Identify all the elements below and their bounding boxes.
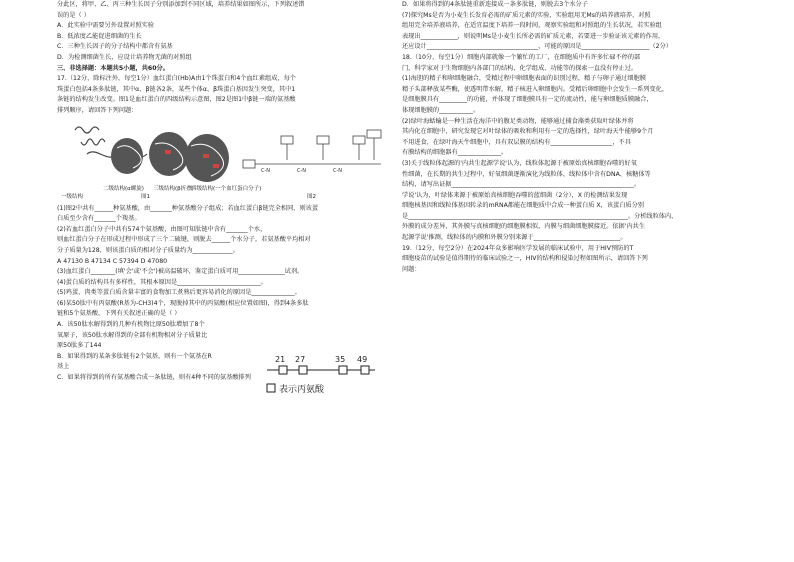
- text-line: 外膜的成分差异，其外膜与真核细胞的细胞膜相似，内膜与细菌细胞膜接近。依据'内共生: [402, 223, 646, 231]
- text-line: 还应设计____________________________________，可能的原因是______________________（2分）: [402, 43, 672, 51]
- text-line: B．低浓度乙能促进细菌的生长: [57, 32, 142, 40]
- peptide-diagram: [263, 352, 393, 402]
- text-line: 问题：: [402, 265, 421, 273]
- peptide-chain-figure: [241, 128, 389, 186]
- text-line: 是_______________________________________________________________________。分析线粒体内、: [402, 212, 678, 220]
- text-line: 其内化在细胞中，研究发现它对叶绿体的吸收和利用有一定的选择性，绿叶海天牛能够9个月: [402, 128, 654, 136]
- text-line: D．为检测细菌生长，应设计培养物无菌的对照组: [57, 53, 192, 61]
- svg-text:C-N: C-N: [297, 167, 307, 174]
- peptide-pos-35: 35: [335, 354, 346, 364]
- text-line: 表现出____________，则说明Ms是小麦生长所必需的矿质元素，若要进一步验证该元素的作用，: [402, 32, 665, 40]
- text-line: C．三种生长因子的分子结构中都含有氨基: [57, 43, 173, 51]
- peptide-pos-49: 49: [357, 354, 368, 364]
- text-line: 不用进食，在绿叶海天牛细胞中，具有双层膜的结构有____________________，不具: [402, 138, 631, 146]
- text-line: 分子质量为128，则该蛋白质的相对分子质量约为_____________。: [57, 246, 239, 254]
- hemoglobin-structure-figure: [57, 120, 235, 192]
- text-line: 是细胞膜具有_________的功能，并体现了细胞膜具有一定的流动性，能与卵细胞质膜融合，: [402, 96, 653, 104]
- hemoglobin-figures: [57, 120, 397, 202]
- text-line: 链和5个氨基酸，下列有关叙述正确的是（ ）: [57, 310, 181, 318]
- question-16-text: [57, 0, 397, 64]
- right-column: [402, 0, 740, 275]
- text-line: (3)血红蛋白________(填'会'或'不会')被高温破坏，鉴定蛋白质可用_______________试剂。: [57, 268, 304, 276]
- peptide-line-icon: [263, 352, 393, 402]
- text-line: 起源学说'推测，线粒体的内膜和外膜分别来源于____________________________。: [402, 234, 627, 242]
- text-line: 细胞核基因和线粒体基因转录的mRNA都能在细胞质中合成一种蛋白质 X，该蛋白质分别: [402, 202, 644, 210]
- text-line: 17.（12分，除标注外，每空1分）血红蛋白(Hb)A由1个珠蛋白和4个血红素组成，每个: [57, 75, 296, 83]
- svg-text:C-N: C-N: [333, 167, 343, 174]
- text-line: (1)图2中共有______种氨基酸，由_______种氨基酸分子组成；若血红蛋白β链完全相同，则该蛋: [57, 204, 319, 212]
- text-line: 分此区，将甲、乙、丙三种生长因子分别添加到不同区域，培养结果如图所示，下列叙述错: [57, 1, 305, 8]
- text-line: (1)海胆的精子和卵细胞融合，受精过程中卵细胞表面的识别过程，精子与卵子通过细胞膜: [402, 75, 646, 83]
- fig1-caption: 图1: [141, 193, 150, 200]
- text-line: 19.（12分，每空2分）在2024年众多影响医学发展的临床试验中，用于HIV预防的T: [402, 244, 634, 252]
- text-line: (5)鸡蛋、肉类等蛋白质含量丰富的食物加工煮熟后更容易消化的原因是______________。: [57, 289, 301, 297]
- text-line: 体现细胞膜的___________。: [402, 106, 480, 114]
- text-line: 结构，请写出证据___________________________________________________________。: [402, 181, 641, 189]
- text-line: 原50肽多了144: [57, 342, 102, 350]
- fig1-label-primary: 一级结构: [61, 193, 84, 200]
- fig2-caption: 图2: [307, 193, 316, 200]
- left-column: [57, 0, 397, 395]
- peptide-legend: 表示丙氨酸: [279, 384, 325, 395]
- text-line: A．该50肽水解得到的几种有机物比原50肽增加了8个: [57, 321, 205, 329]
- text-line: (4)蛋白质的结构具有多样性，其根本原因是___________________________。: [57, 278, 267, 286]
- questions-18-19-text: [402, 0, 740, 275]
- text-line: (7)探究Ms是否为小麦生长发育必需的矿质元素的实验，实验组用无Ms的培养液培养，对照: [402, 11, 651, 19]
- text-line: 条链的结构发生改变。图1是血红蛋白的四级结构示意图，图2是图1中β链一端的氨基酸: [57, 96, 296, 104]
- svg-text:C-N: C-N: [261, 167, 271, 174]
- text-line: 细胞疫苗的试验是值得期待的临床试验之一，HIV的结构和侵染过程如图所示，请回答下列: [402, 255, 648, 263]
- text-line: 氧原子，该50肽水解得到的全部有机物相对分子质量比: [57, 331, 208, 339]
- text-line: D．如果将得到的4条肽链重新连接成一条多肽链，则脱去3个水分子: [402, 1, 588, 8]
- text-line: 精子头部释放某些酶，使透明带水解，精子核进入卵细胞内。受精后卵细胞中会发生一系列变化，: [402, 85, 669, 93]
- peptide-pos-27: 27: [295, 354, 306, 364]
- text-line: A 47130 B 47134 C 57394 D 47080: [57, 257, 168, 265]
- text-line: 白质至少含有_______个羧基。: [57, 215, 141, 223]
- peptide-pos-21: 21: [275, 354, 286, 364]
- text-line: 有膜结构的细胞器有______________。: [402, 149, 508, 157]
- text-line: 误的是（ ）: [57, 11, 90, 19]
- section-heading: 三、非选择题：本题共5小题，共60分。: [57, 64, 169, 72]
- text-line: 性细菌，在长期的共生过程中，好氧细菌逐渐演化为线粒体，线粒体中含有DNA、核糖体等: [402, 170, 651, 178]
- fig1-label-tertiary: 三级结构(β折叠): [153, 185, 194, 192]
- text-line: 18.（10分，每空1分）细胞内部就像一个繁忙的工厂，在细胞质中有许多忙碌不停的部: [402, 53, 641, 61]
- text-line: C．如果将得到的所有氨基酸合成一条肽链，则有4种不同的氨基酸排列: [57, 374, 251, 382]
- fig1-label-quaternary: 四级结构(一个血红蛋白分子): [191, 185, 262, 192]
- text-line: 门，科学家对于生物细胞内各部门的结构、化学组成、功能等的探索一直没有停止过。: [402, 64, 638, 72]
- text-line: 珠蛋白包括4条多肽链，其中α、β链各2条，某些个体α、β珠蛋白基因发生突变，其中1: [57, 85, 296, 93]
- text-line: (6)某50肽中有丙氨酸(R基为-CH3)4个，现脱掉其中的丙氨酸(相应位置如图)，得到4条多肽: [57, 299, 309, 307]
- text-line: (3)关于线粒体起源的'内共生起源学说'认为，线粒体起源于被原始真核细胞吞噬的好氧: [402, 159, 637, 167]
- question-17-intro: [57, 74, 397, 116]
- text-line: 基上: [57, 363, 70, 371]
- text-line: 排列顺序，请回答下列问题：: [57, 106, 138, 114]
- text-line: B．如果得到的某条多肽链有2个氨基，则有一个氨基在R: [57, 352, 212, 360]
- text-line: (2)若血红蛋白分子中共有574个氨基酸，由图可知肽链中含有_______个水，: [57, 225, 267, 233]
- text-line: 组用完全培养液培养，在适宜温度下培养一段时间，观察实验组和对照组的生长状况，若实验组: [402, 22, 662, 30]
- fig1-label-secondary: 二级结构(α螺旋): [103, 185, 144, 192]
- text-line: 则血红蛋白分子在形成过程中形成了三个二硫键，则脱去______个水分子，若氨基酸平均相对: [57, 236, 311, 244]
- text-line: (2)绿叶海蛞蝓是一种生活在海洋中的腹足类动物，能够通过捕食藻类获取叶绿体并将: [402, 117, 634, 125]
- text-line: 学说'认为，叶绿体来源于被原始真核细胞吞噬的蓝细菌（2分），X 的检测结果发现: [402, 191, 628, 199]
- text-line: A．此实验中需要另外设置对照实验: [57, 22, 155, 30]
